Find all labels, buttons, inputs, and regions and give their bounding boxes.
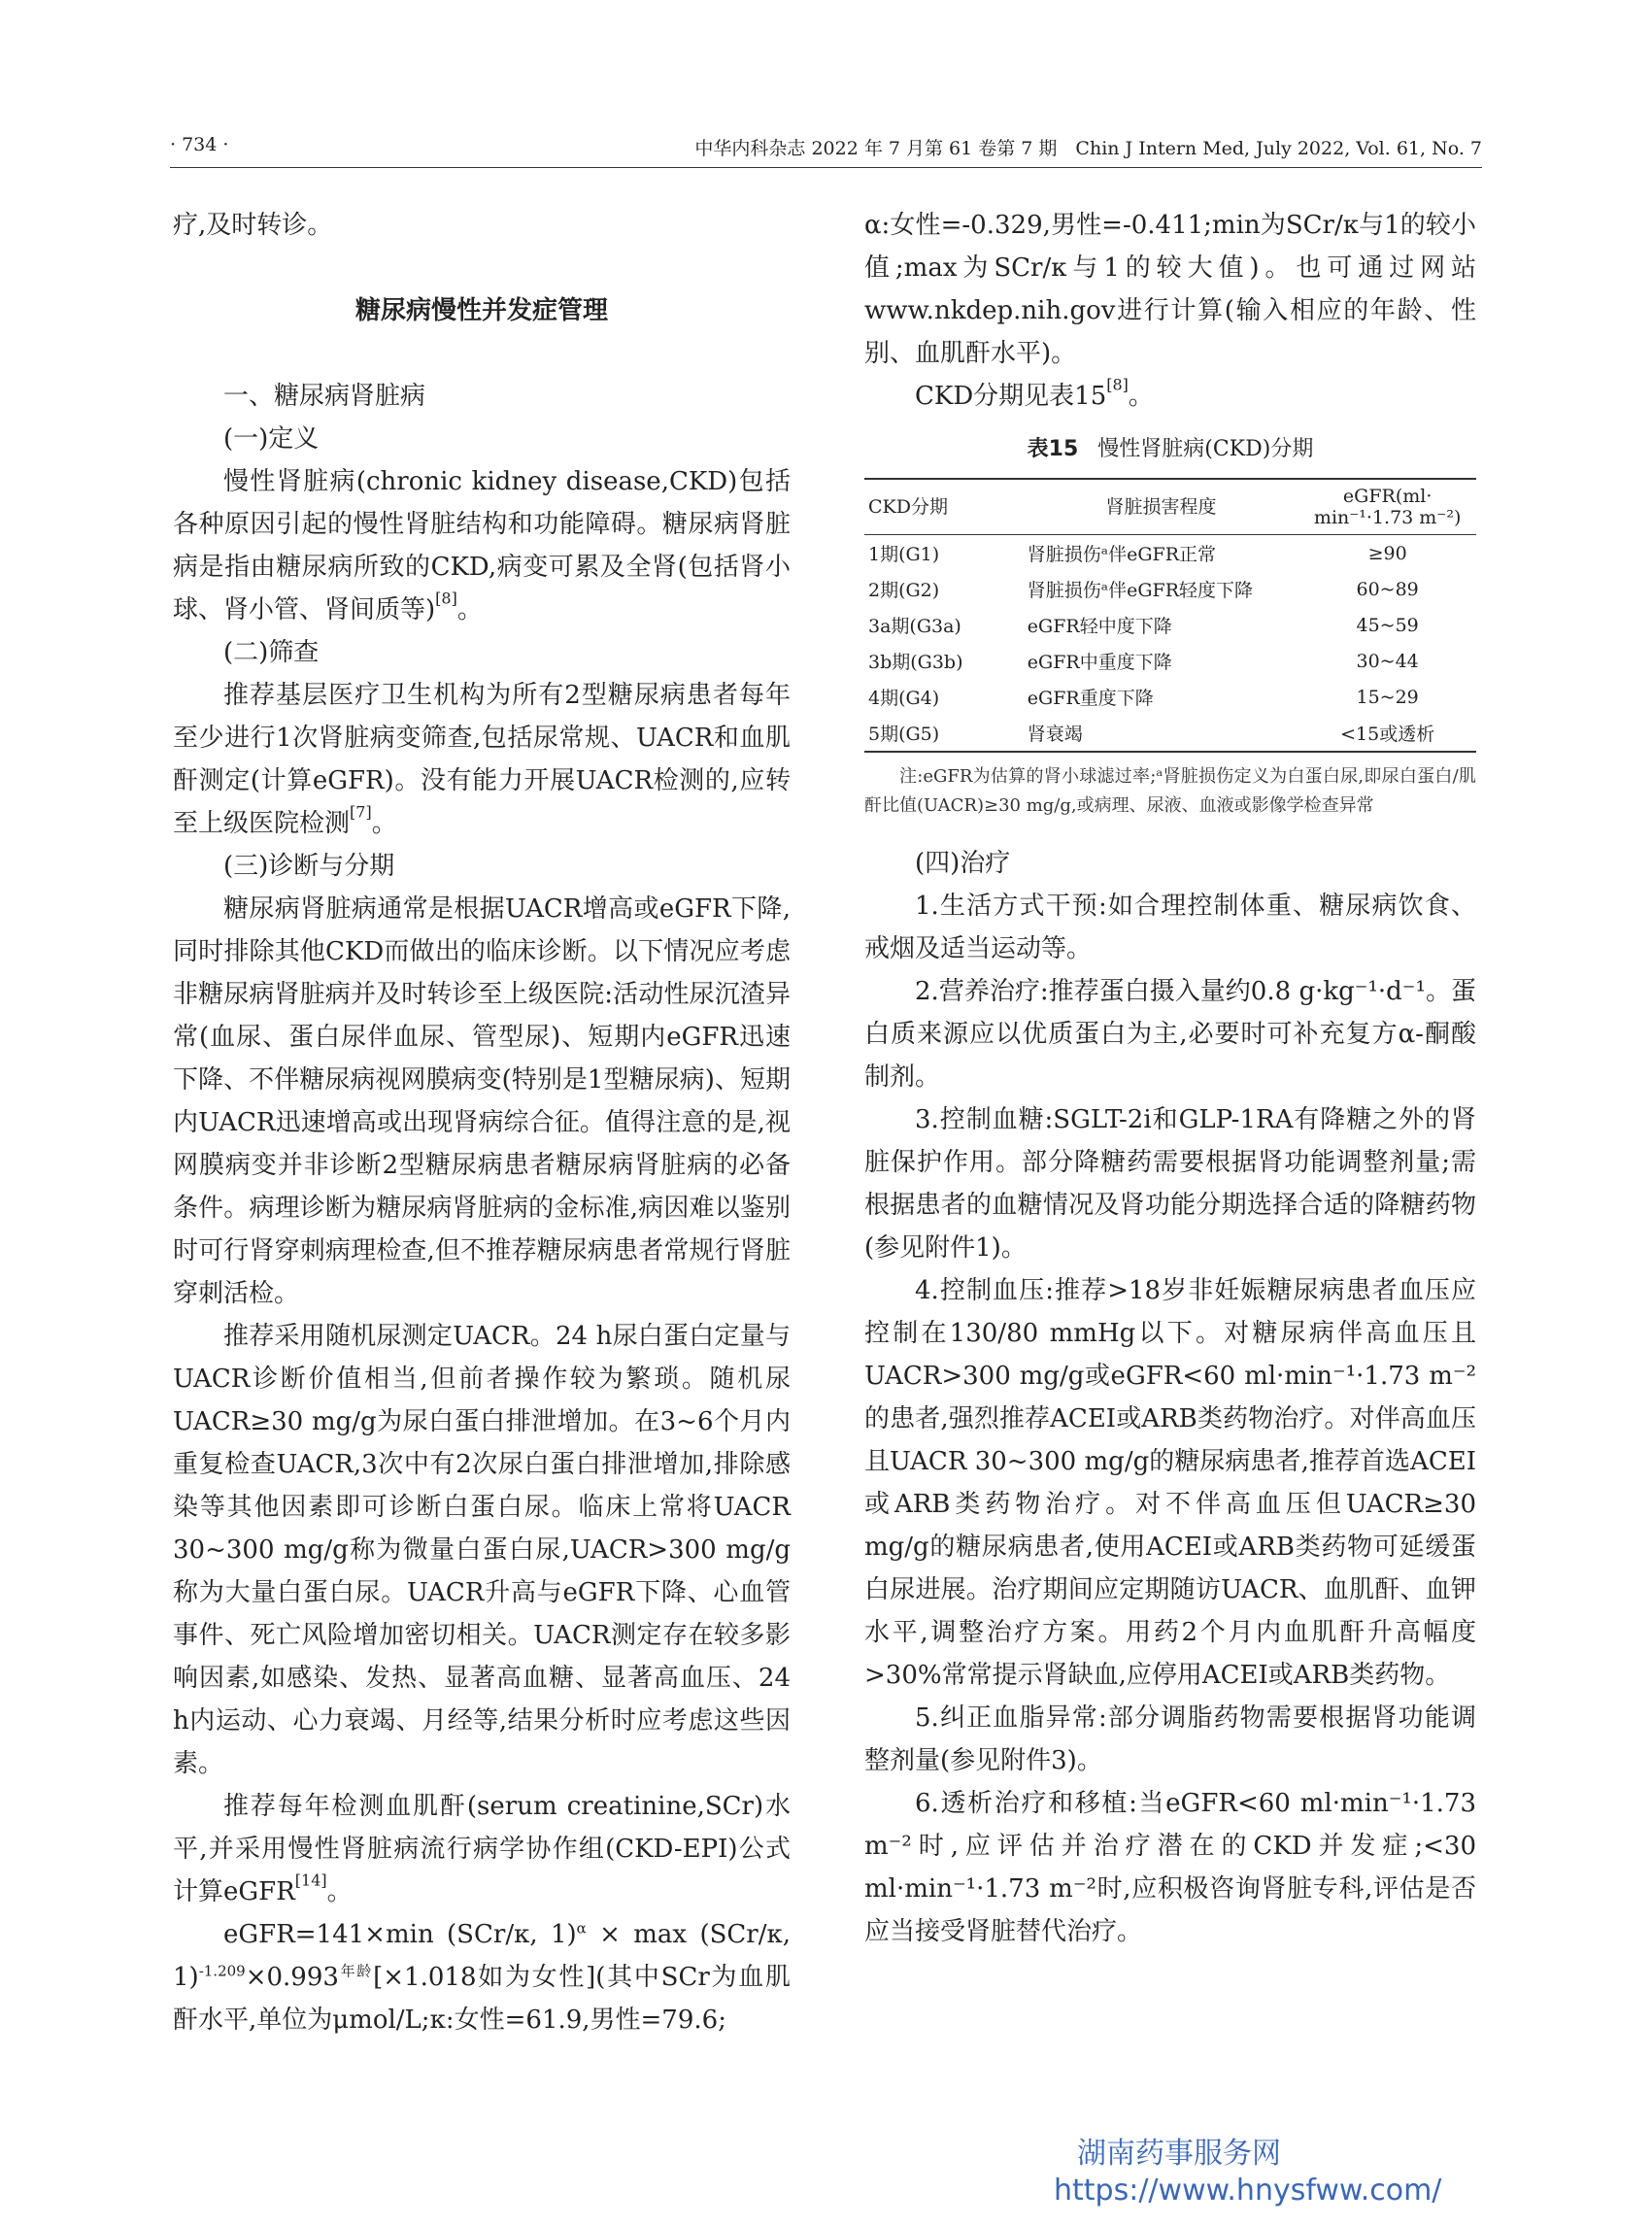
ckd-stage-table: [864, 478, 1476, 753]
table-caption: [864, 433, 1476, 466]
citation-ref: [14]: [294, 1871, 327, 1890]
left-column: [173, 204, 791, 2041]
right-column: [864, 204, 1476, 1953]
cell-stage: 3b期(G3b): [868, 652, 963, 673]
punct: 。: [371, 809, 397, 838]
definition-text: 慢性肾脏病(chronic kidney disease,CKD)包括各种原因引起的慢性肾脏结构和功能障碍。糖尿病肾脏病是指由糖尿病所致的CKD,病变可累及全肾(包括肾小球、肾小管、肾间质等): [173, 467, 791, 624]
cell-stage: 1期(G1): [868, 544, 940, 565]
cell-stage: 3a期(G3a): [868, 616, 961, 637]
paragraph-screening: [173, 674, 791, 845]
punct: 。: [456, 595, 483, 624]
heading-treatment: (四)治疗: [915, 849, 1011, 878]
formula-part: [×1.018如为女性](其中SCr为血肌酐水平,单位为μmol/L;κ:女性=61.9,男性=79.6;: [173, 1963, 791, 2035]
heading-definition: (一)定义: [223, 424, 320, 454]
scr-text: 推荐每年检测血肌酐(serum creatinine,SCr)水平,并采用慢性肾脏病流行病学协作组(CKD-EPI)公式计算eGFR: [173, 1792, 791, 1906]
punct: 。: [1128, 382, 1154, 411]
punct: 。: [326, 1877, 353, 1906]
paragraph-uacr: 推荐采用随机尿测定UACR。24 h尿白蛋白定量与UACR诊断价值相当,但前者操作较为繁琐。随机尿UACR≥30 mg/g为尿白蛋白排泄增加。在3~6个月内重复检查UACR,3次中有2次尿白蛋白排泄增加,排除感染等其他因素即可诊断白蛋白尿。临床上常将UACR 30~300 mg/g称为微量白蛋白尿,UACR>300 mg/g称为大量白蛋白尿。UACR升高与eGFR下降、心血管事件、死亡风险增加密切相关。UACR测定存在较多影响因素,如感染、发热、显著高血糖、显著高血压、24 h内运动、心力衰竭、月经等,结果分析时应考虑这些因素。: [173, 1322, 791, 1778]
heading-diabetic-kidney-disease: 一、糖尿病肾脏病: [223, 382, 426, 411]
cell-damage: eGFR中重度下降: [1027, 652, 1172, 673]
col-header-damage: 肾脏损害程度: [1105, 496, 1217, 518]
paragraph-scr: [173, 1785, 791, 1913]
journal-citation: 中华内科杂志 2022 年 7 月第 61 卷第 7 期 Chin J Intern Med, July 2022, Vol. 61, No. 7: [694, 138, 1482, 159]
heading-diagnosis: (三)诊断与分期: [223, 852, 395, 881]
egfr-header-line1: eGFR(ml·: [1342, 486, 1433, 507]
formula-sup: -1.209: [198, 1962, 246, 1980]
formula-part: × max (SCr/κ, 1): [173, 1920, 792, 1992]
table-row: [864, 679, 1476, 715]
table-title: 慢性肾脏病(CKD)分期: [1097, 437, 1314, 461]
paragraph-dialysis: 6.透析治疗和移植:当eGFR<60 ml·min⁻¹·1.73 m⁻²时,应评估并治疗潜在的CKD并发症;<30 ml·min⁻¹·1.73 m⁻²时,应积极咨询肾脏专科,评估是否应当接受肾脏替代治疗。: [864, 1789, 1476, 1946]
watermark-name: 湖南药事服务网: [1077, 2137, 1281, 2171]
citation-ref: [8]: [435, 589, 457, 608]
paragraph-definition: [173, 460, 791, 631]
paragraph-lipid: 5.纠正血脂异常:部分调脂药物需要根据肾功能调整剂量(参见附件3)。: [864, 1703, 1476, 1775]
screening-text: 推荐基层医疗卫生机构为所有2型糖尿病患者每年至少进行1次肾脏病变筛查,包括尿常规、UACR和血肌酐测定(计算eGFR)。没有能力开展UACR检测的,应转至上级医院检测: [173, 681, 791, 838]
cell-stage: 2期(G2): [868, 580, 940, 601]
site-watermark: [1054, 2129, 1441, 2208]
table-footnote: 注:eGFR为估算的肾小球滤过率;ᵃ肾脏损伤定义为白蛋白尿,即尿白蛋白/肌酐比值(UACR)≥30 mg/g,或病理、尿液、血液或影像学检查异常: [864, 766, 1476, 816]
formula-part: eGFR=141×min (SCr/κ, 1): [223, 1920, 577, 1949]
paragraph-bp-control: 4.控制血压:推荐>18岁非妊娠糖尿病患者血压应控制在130/80 mmHg以下。对糖尿病伴高血压且UACR>300 mg/g或eGFR<60 ml·min⁻¹·1.73 m⁻²的患者,强烈推荐ACEI或ARB类药物治疗。对伴高血压且UACR 30~300 mg/g的糖尿病患者,推荐首选ACEI或ARB类药物治疗。对不伴高血压但UACR≥30 mg/g的糖尿病患者,使用ACEI或ARB类药物可延缓蛋白尿进展。治疗期间应定期随访UACR、血肌酐、血钾水平,调整治疗方案。用药2个月内血肌酐升高幅度>30%常常提示肾缺血,应停用ACEI或ARB类药物。: [864, 1276, 1476, 1690]
cell-egfr: 15~29: [1356, 686, 1419, 708]
table-row: [864, 571, 1476, 607]
page-number: · 734 ·: [170, 134, 229, 155]
cell-stage: 5期(G5): [868, 724, 940, 745]
cell-damage: eGFR重度下降: [1027, 688, 1154, 709]
paragraph-table-reference: [864, 375, 1476, 418]
cell-stage: 4期(G4): [868, 688, 940, 709]
formula-egfr: [173, 1913, 791, 2041]
formula-sup: 年龄: [338, 1962, 374, 1980]
table-row: [864, 643, 1476, 679]
running-header: [170, 134, 1482, 168]
paragraph-lifestyle: 1.生活方式干预:如合理控制体重、糖尿病饮食、戒烟及适当运动等。: [864, 892, 1476, 963]
continued-paragraph: 疗,及时转诊。: [173, 211, 333, 240]
cell-egfr: 60~89: [1356, 578, 1419, 600]
cell-damage: 肾衰竭: [1027, 724, 1083, 745]
egfr-header-line2: min⁻¹·1.73 m⁻²): [1313, 507, 1462, 528]
formula-sup: α: [576, 1919, 587, 1938]
table-header-row: [864, 479, 1476, 535]
section-title: 糖尿病慢性并发症管理: [354, 296, 608, 325]
cell-egfr: <15或透析: [1340, 724, 1435, 745]
formula-part: ×0.993: [245, 1963, 339, 1992]
paragraph-glucose-control: 3.控制血糖:SGLT-2i和GLP-1RA有降糖之外的肾脏保护作用。部分降糖药需要根据肾功能调整剂量;需根据患者的血糖情况及肾功能分期选择合适的降糖药物(参见附件1)。: [864, 1105, 1476, 1263]
col-header-egfr: [1298, 479, 1476, 535]
paragraph-nutrition: 2.营养治疗:推荐蛋白摄入量约0.8 g·kg⁻¹·d⁻¹。蛋白质来源应以优质蛋白为主,必要时可补充复方α-酮酸制剂。: [864, 977, 1476, 1092]
cell-egfr: ≥90: [1367, 542, 1407, 564]
paragraph-diagnosis: 糖尿病肾脏病通常是根据UACR增高或eGFR下降,同时排除其他CKD而做出的临床诊断。以下情况应考虑非糖尿病肾脏病并及时转诊至上级医院:活动性尿沉渣异常(血尿、蛋白尿伴血尿、管型尿)、短期内eGFR迅速下降、不伴糖尿病视网膜病变(特别是1型糖尿病)、短期内UACR迅速增高或出现肾病综合征。值得注意的是,视网膜病变并非诊断2型糖尿病患者糖尿病肾脏病的必备条件。病理诊断为糖尿病肾脏病的金标准,病因难以鉴别时可行肾穿刺病理检查,但不推荐糖尿病患者常规行肾脏穿刺活检。: [173, 894, 791, 1308]
citation-ref: [8]: [1106, 375, 1129, 394]
table-row: [864, 535, 1476, 572]
citation-ref: [7]: [350, 802, 372, 822]
table-row: [864, 715, 1476, 752]
col-header-stage: CKD分期: [868, 496, 948, 518]
cell-damage: 肾脏损伤ᵃ伴eGFR正常: [1027, 544, 1217, 565]
table-row: [864, 607, 1476, 643]
cell-damage: 肾脏损伤ᵃ伴eGFR轻度下降: [1027, 580, 1254, 601]
cell-egfr: 30~44: [1356, 650, 1419, 672]
heading-screening: (二)筛查: [223, 638, 320, 667]
table-number: 表15: [1027, 437, 1079, 461]
watermark-url: https://www.hnysfww.com/: [1054, 2174, 1442, 2208]
cell-egfr: 45~59: [1356, 614, 1419, 636]
cell-damage: eGFR轻中度下降: [1027, 616, 1172, 637]
paragraph-formula-continued: α:女性=-0.329,男性=-0.411;min为SCr/κ与1的较小值;max为SCr/κ与1的较大值)。也可通过网站www.nkdep.nih.gov进行计算(输入相应的年龄、性别、血肌酐水平)。: [864, 211, 1476, 368]
table-ref-text: CKD分期见表15: [915, 382, 1107, 411]
